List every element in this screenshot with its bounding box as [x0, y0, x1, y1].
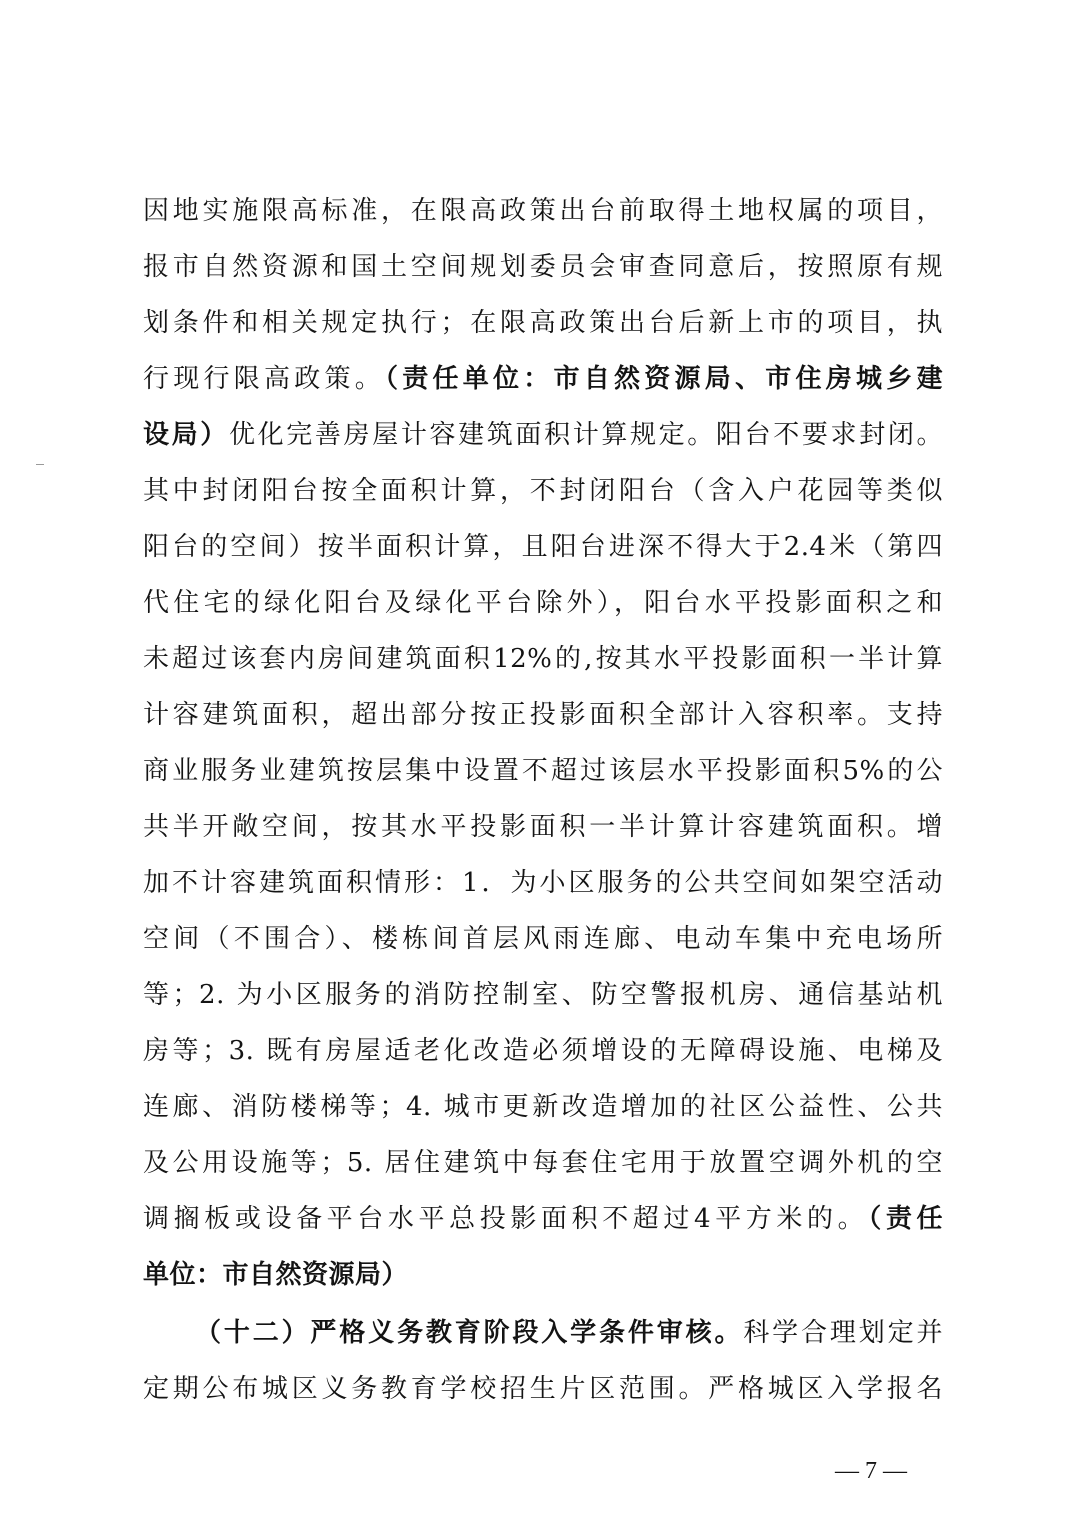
text-segment: 调搁板或设备平台水平总投影面积不超过4平方米的。	[143, 1204, 869, 1234]
scan-margin-mark	[36, 464, 44, 465]
text-line: 定期公布城区义务教育学校招生片区范围。严格城区入学报名	[143, 1374, 943, 1404]
text-line: 及公用设施等；5. 居住建筑中每套住宅用于放置空调外机的空	[143, 1148, 943, 1178]
text-line: 连廊、消防楼梯等；4. 城市更新改造增加的社区公益性、公共	[143, 1092, 943, 1122]
text-line: 报市自然资源和国土空间规划委员会审查同意后，按照原有规	[143, 252, 943, 282]
text-line: 房等；3. 既有房屋适老化改造必须增设的无障碍设施、电梯及	[143, 1036, 943, 1066]
text-line: 划条件和相关规定执行；在限高政策出台后新上市的项目，执	[143, 308, 943, 338]
text-line	[143, 1247, 943, 1303]
bold-text-segment: （十二）严格义务教育阶段入学条件审核。	[195, 1318, 744, 1348]
text-line: 代住宅的绿化阳台及绿化平台除外），阳台水平投影面积之和	[143, 588, 943, 618]
text-segment: 科学合理划定并	[743, 1318, 943, 1348]
text-line	[143, 1305, 943, 1361]
text-line: 因地实施限高标准，在限高政策出台前取得土地权属的项目，	[143, 196, 943, 226]
text-line	[143, 1191, 943, 1247]
text-line: 商业服务业建筑按层集中设置不超过该层水平投影面积5%的公	[143, 756, 943, 786]
text-line: 共半开敞空间，按其水平投影面积一半计算计容建筑面积。增	[143, 812, 943, 842]
page-number: — 7 —	[835, 1458, 907, 1484]
bold-text-segment: （责任	[868, 1204, 943, 1234]
bold-text-segment: 设局）	[143, 420, 229, 450]
text-line: 计容建筑面积，超出部分按正投影面积全部计入容积率。支持	[143, 700, 943, 730]
text-line: 未超过该套内房间建筑面积12%的,按其水平投影面积一半计算	[143, 644, 943, 674]
text-line: 等；2. 为小区服务的消防控制室、防空警报机房、通信基站机	[143, 980, 943, 1010]
text-line	[143, 351, 943, 407]
text-line: 加不计容建筑面积情形：1．为小区服务的公共空间如架空活动	[143, 868, 943, 898]
text-line: 阳台的空间）按半面积计算，且阳台进深不得大于2.4米（第四	[143, 532, 943, 562]
body-text	[143, 183, 943, 1417]
text-line: 其中封闭阳台按全面积计算，不封闭阳台（含入户花园等类似	[143, 476, 943, 506]
text-line	[143, 407, 943, 463]
text-segment: 优化完善房屋计容建筑面积计算规定。阳台不要求封闭。	[228, 420, 943, 450]
text-segment: 行现行限高政策。	[143, 364, 385, 394]
bold-text-segment: 单位：市自然资源局）	[143, 1260, 409, 1290]
bold-text-segment: （责任单位：市自然资源局、市住房城乡建	[385, 364, 943, 394]
text-line: 空间（不围合）、楼栋间首层风雨连廊、电动车集中充电场所	[143, 924, 943, 954]
